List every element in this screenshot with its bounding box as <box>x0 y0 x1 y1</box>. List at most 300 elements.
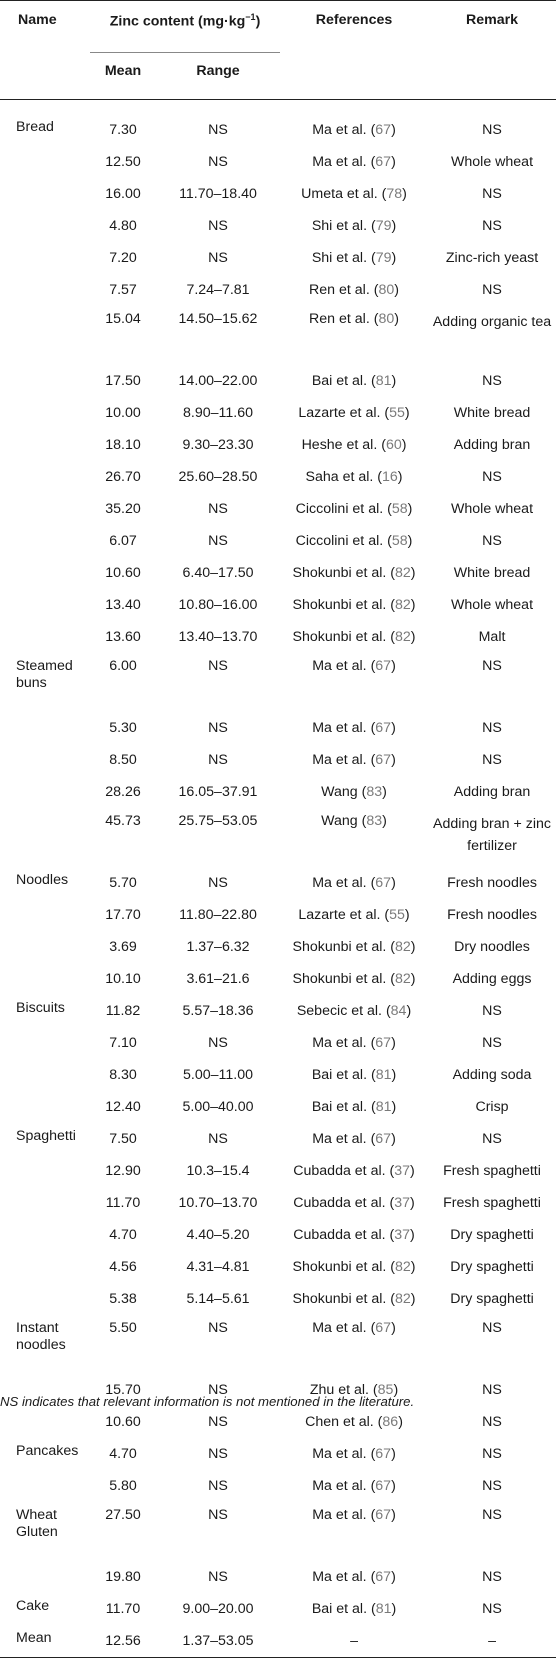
reference-author: Bai et al. ( <box>311 1098 376 1115</box>
table-footnote: NS indicates that relevant information is not mentioned in the literature. <box>0 1394 415 1409</box>
header-range: Range <box>156 53 280 100</box>
cell-reference: Ma et al. (67) <box>312 1568 396 1585</box>
cell-mean: 16.00 <box>105 185 141 202</box>
reference-number-link[interactable]: 58 <box>391 500 408 517</box>
reference-author: Shokunbi et al. ( <box>292 1290 396 1307</box>
cell-remark: NS <box>482 217 502 234</box>
cell-remark: Dry spaghetti <box>450 1258 534 1275</box>
cell-mean: 17.70 <box>105 906 141 923</box>
reference-author: Ma et al. ( <box>312 1320 376 1336</box>
table-row <box>0 1438 556 1470</box>
cell-name: Wheat Gluten <box>16 1507 58 1540</box>
cell-name <box>0 1406 90 1438</box>
reference-author: Cubadda et al. ( <box>293 1162 395 1179</box>
header-mean: Mean <box>90 53 156 100</box>
cell-remark: NS <box>482 1413 502 1430</box>
cell-name: Biscuits <box>16 1000 65 1016</box>
cell-reference: Heshe et al. (60) <box>301 436 407 453</box>
cell-range: NS <box>208 719 228 736</box>
cell-mean: 5.30 <box>109 719 137 736</box>
cell-name <box>0 776 90 808</box>
cell-range: NS <box>208 217 228 234</box>
table-row <box>0 712 556 744</box>
cell-reference: Ma et al. (67) <box>312 719 396 736</box>
cell-remark: NS <box>482 121 502 138</box>
cell-remark: NS <box>482 751 502 768</box>
cell-remark: Whole wheat <box>451 500 534 517</box>
table-row <box>0 525 556 557</box>
cell-remark: Dry noodles <box>454 938 530 955</box>
reference-author: Shi et al. ( <box>311 217 376 234</box>
cell-range: 10.3–15.4 <box>186 1162 250 1179</box>
cell-remark: Fresh spaghetti <box>443 1162 541 1179</box>
reference-number-link[interactable]: 80 <box>378 281 395 298</box>
cell-range: 9.00–20.00 <box>182 1600 254 1617</box>
cell-range: NS <box>208 1130 228 1147</box>
cell-range: NS <box>208 1507 228 1523</box>
reference-author: Ma et al. ( <box>312 1477 376 1494</box>
reference-number-link[interactable]: 83 <box>366 783 383 800</box>
cell-range: 4.40–5.20 <box>186 1226 250 1243</box>
cell-range: 5.00–11.00 <box>183 1066 253 1083</box>
table-row <box>0 1502 556 1561</box>
table-row <box>0 242 556 274</box>
reference-number-link[interactable]: 81 <box>375 372 392 389</box>
cell-mean: 8.30 <box>109 1066 137 1083</box>
cell-range: 11.70–18.40 <box>179 185 257 202</box>
cell-mean: 45.73 <box>105 813 141 829</box>
reference-number-link[interactable]: 85 <box>377 1381 394 1398</box>
table-row <box>0 1027 556 1059</box>
table-row <box>0 621 556 653</box>
reference-number-link[interactable]: 82 <box>395 1290 411 1307</box>
cell-range: NS <box>208 249 228 266</box>
cell-name <box>0 210 90 242</box>
cell-reference: Sebecic et al. (84) <box>296 1002 412 1019</box>
cell-mean: 6.00 <box>109 658 137 674</box>
cell-reference: Ma et al. (67) <box>312 1130 396 1147</box>
cell-reference: Ma et al. (67) <box>312 1477 396 1494</box>
cell-remark: Adding eggs <box>452 970 532 987</box>
cell-range: 25.75–53.05 <box>178 813 258 829</box>
reference-author: Shokunbi et al. ( <box>292 938 396 955</box>
cell-reference: Cubadda et al. (37) <box>293 1162 415 1179</box>
cell-name <box>0 1187 90 1219</box>
table-row <box>0 1091 556 1123</box>
cell-range: 14.00–22.00 <box>178 372 258 389</box>
cell-name <box>0 242 90 274</box>
reference-author: Ciccolini et al. ( <box>295 532 392 549</box>
cell-reference: Shi et al. (79) <box>311 249 397 266</box>
cell-remark: Crisp <box>475 1098 509 1115</box>
reference-number-link[interactable]: 80 <box>378 311 395 327</box>
reference-number-link[interactable]: 82 <box>395 970 411 987</box>
cell-name <box>0 1251 90 1283</box>
table-row <box>0 1123 556 1155</box>
reference-number-link[interactable]: 78 <box>386 185 403 202</box>
reference-author: Ma et al. ( <box>312 1130 376 1147</box>
cell-name <box>0 429 90 461</box>
cell-name <box>0 493 90 525</box>
cell-name <box>0 306 90 365</box>
cell-mean: 5.38 <box>109 1290 137 1307</box>
cell-range: NS <box>208 658 228 674</box>
cell-reference: Bai et al. (81) <box>311 372 397 389</box>
reference-number-link[interactable]: 67 <box>375 1034 392 1051</box>
cell-mean: 13.40 <box>105 596 141 613</box>
table-row <box>0 178 556 210</box>
cell-range: 1.37–6.32 <box>186 938 250 955</box>
cell-reference: Ma et al. (67) <box>312 1320 396 1336</box>
reference-author: Bai et al. ( <box>311 372 376 389</box>
cell-mean: 11.82 <box>105 1002 141 1019</box>
cell-mean: 19.80 <box>105 1568 141 1585</box>
table-row <box>0 557 556 589</box>
cell-reference: Bai et al. (81) <box>311 1098 397 1115</box>
table-row <box>0 867 556 899</box>
cell-reference: Ren et al. (80) <box>309 311 399 327</box>
reference-number-link[interactable]: 58 <box>391 532 408 549</box>
reference-author: Ren et al. ( <box>309 311 379 327</box>
cell-remark: NS <box>482 1507 502 1523</box>
cell-mean: 12.40 <box>105 1098 141 1115</box>
cell-name <box>0 1091 90 1123</box>
cell-range: NS <box>208 874 228 891</box>
cell-name <box>0 178 90 210</box>
cell-remark: Zinc-rich yeast <box>445 249 539 266</box>
reference-author: Ma et al. ( <box>312 719 376 736</box>
cell-range: NS <box>208 1445 228 1462</box>
reference-author: Sebecic et al. ( <box>296 1002 391 1019</box>
cell-range: NS <box>208 1568 228 1585</box>
cell-mean: 4.56 <box>109 1258 137 1275</box>
cell-mean: 7.30 <box>109 121 137 138</box>
cell-reference: Ma et al. (67) <box>312 1445 396 1462</box>
cell-mean: 35.20 <box>105 500 141 517</box>
cell-remark: Malt <box>478 628 506 645</box>
cell-mean: 10.00 <box>105 404 141 421</box>
cell-mean: 15.04 <box>105 311 141 327</box>
reference-author: Shokunbi et al. ( <box>292 628 396 645</box>
cell-name <box>0 899 90 931</box>
reference-number-link[interactable]: 79 <box>375 249 392 266</box>
reference-number-link[interactable]: 67 <box>375 1507 392 1523</box>
reference-number-link[interactable]: 67 <box>375 658 392 674</box>
cell-remark: NS <box>482 468 502 485</box>
reference-number-link[interactable]: 81 <box>375 1066 392 1083</box>
reference-author: Ma et al. ( <box>312 1507 376 1523</box>
reference-number-link[interactable]: 82 <box>395 596 411 613</box>
cell-range: 1.37–53.05 <box>156 1625 280 1658</box>
reference-number-link[interactable]: 37 <box>394 1162 411 1179</box>
cell-mean: 7.50 <box>109 1130 137 1147</box>
table-row <box>0 1187 556 1219</box>
cell-range: NS <box>208 751 228 768</box>
reference-number-link[interactable]: 16 <box>382 468 398 485</box>
cell-mean: 12.50 <box>105 153 141 170</box>
reference-number-link[interactable]: 67 <box>375 751 392 768</box>
cell-name <box>0 1027 90 1059</box>
header-references: References <box>280 1 428 53</box>
cell-remark: NS <box>482 1320 502 1336</box>
cell-reference: Cubadda et al. (37) <box>293 1194 415 1211</box>
cell-mean: 11.70 <box>105 1600 141 1617</box>
cell-remark: Adding organic tea <box>432 314 552 330</box>
cell-reference: Shokunbi et al. (82) <box>292 1290 416 1307</box>
reference-number-link[interactable]: 82 <box>395 938 411 955</box>
reference-number-link[interactable]: 67 <box>375 719 392 736</box>
cell-mean: 3.69 <box>109 938 137 955</box>
reference-number-link[interactable]: 55 <box>389 404 405 421</box>
cell-range: 10.70–13.70 <box>178 1194 258 1211</box>
cell-name <box>0 1155 90 1187</box>
cell-range: NS <box>208 121 228 138</box>
cell-remark: Whole wheat <box>451 596 534 613</box>
table-row <box>0 1593 556 1625</box>
cell-reference: Saha et al. (16) <box>305 468 403 485</box>
reference-number-link[interactable]: 82 <box>395 564 411 581</box>
cell-reference: Shokunbi et al. (82) <box>292 628 416 645</box>
cell-mean: 28.26 <box>105 783 141 800</box>
table-row <box>0 210 556 242</box>
reference-author: Bai et al. ( <box>311 1066 376 1083</box>
cell-mean: 5.80 <box>109 1477 137 1494</box>
cell-reference: Bai et al. (81) <box>311 1600 397 1617</box>
cell-mean: 7.57 <box>109 281 137 298</box>
cell-remark: Dry spaghetti <box>450 1226 534 1243</box>
cell-remark: NS <box>482 658 502 674</box>
cell-range: NS <box>208 153 228 170</box>
reference-author: Lazarte et al. ( <box>298 906 390 923</box>
table-row <box>0 744 556 776</box>
reference-number-link[interactable]: 67 <box>375 1568 392 1585</box>
table-row <box>0 1283 556 1315</box>
reference-author: Ma et al. ( <box>312 153 376 170</box>
cell-mean: 12.56 <box>90 1625 156 1658</box>
table-row <box>0 1155 556 1187</box>
cell-reference: Shokunbi et al. (82) <box>292 970 416 987</box>
cell-name: Mean <box>0 1625 90 1658</box>
reference-author: Cubadda et al. ( <box>293 1194 395 1211</box>
reference-author: Ma et al. ( <box>312 1034 376 1051</box>
header-remark: Remark <box>428 1 556 53</box>
cell-name: Cake <box>16 1598 50 1614</box>
cell-name: Spaghetti <box>16 1128 76 1144</box>
cell-remark: Adding bran + zinc fertilizer <box>433 816 551 854</box>
cell-mean: 5.50 <box>109 1320 137 1336</box>
cell-range: 5.14–5.61 <box>186 1290 250 1307</box>
cell-name: Instant noodles <box>16 1320 66 1353</box>
table-row <box>0 808 556 867</box>
cell-name <box>0 365 90 397</box>
cell-name <box>0 274 90 306</box>
reference-author: Shokunbi et al. ( <box>292 970 396 987</box>
reference-number-link[interactable]: 37 <box>394 1194 411 1211</box>
cell-name <box>0 1283 90 1315</box>
cell-reference: Ma et al. (67) <box>312 751 396 768</box>
cell-range: NS <box>208 1381 228 1398</box>
cell-reference: Shokunbi et al. (82) <box>292 564 416 581</box>
table-row <box>0 306 556 365</box>
cell-name <box>0 1470 90 1502</box>
table-row <box>0 1251 556 1283</box>
cell-name <box>0 1561 90 1593</box>
cell-name <box>0 931 90 963</box>
reference-number-link[interactable]: 86 <box>382 1413 399 1430</box>
cell-mean: 10.60 <box>105 564 141 581</box>
reference-number-link[interactable]: 81 <box>375 1098 392 1115</box>
header-name: Name <box>0 1 90 53</box>
cell-mean: 10.10 <box>105 970 141 987</box>
cell-remark: White bread <box>453 404 531 421</box>
reference-number-link[interactable]: 67 <box>375 153 392 170</box>
table-row <box>0 931 556 963</box>
cell-range: 16.05–37.91 <box>178 783 258 800</box>
cell-remark: NS <box>482 1600 502 1617</box>
table-row <box>0 1561 556 1593</box>
reference-number-link[interactable]: 83 <box>366 813 383 829</box>
reference-number-link[interactable]: 82 <box>395 628 411 645</box>
cell-reference: Umeta et al. (78) <box>301 185 407 202</box>
cell-remark: NS <box>482 1002 502 1019</box>
cell-remark: NS <box>482 281 502 298</box>
cell-name <box>0 621 90 653</box>
cell-mean: 12.90 <box>105 1162 141 1179</box>
cell-remark: NS <box>482 372 502 389</box>
cell-name: Noodles <box>16 872 69 888</box>
cell-remark: Adding bran <box>453 783 531 800</box>
cell-mean: 10.60 <box>105 1413 141 1430</box>
cell-name: Pancakes <box>16 1443 79 1459</box>
cell-range: 11.80–22.80 <box>179 906 257 923</box>
cell-mean: 8.50 <box>109 751 137 768</box>
table-row <box>0 397 556 429</box>
reference-author: Umeta et al. ( <box>301 185 387 202</box>
reference-number-link[interactable]: 81 <box>375 1600 392 1617</box>
cell-remark: NS <box>482 1381 502 1398</box>
reference-author: – <box>350 1632 358 1649</box>
reference-number-link[interactable]: 67 <box>375 1130 392 1147</box>
cell-range: 13.40–13.70 <box>178 628 258 645</box>
reference-author: Wang ( <box>321 783 367 800</box>
table-row <box>0 653 556 712</box>
table-row <box>0 114 556 146</box>
reference-author: Ma et al. ( <box>312 1445 376 1462</box>
cell-range: 5.00–40.00 <box>182 1098 254 1115</box>
cell-mean: 26.70 <box>105 468 141 485</box>
cell-reference: Cubadda et al. (37) <box>293 1226 415 1243</box>
reference-number-link[interactable]: 67 <box>375 121 392 138</box>
cell-reference: Lazarte et al. (55) <box>298 906 410 923</box>
cell-range: 8.90–11.60 <box>183 404 253 421</box>
reference-author: Ma et al. ( <box>312 658 376 674</box>
cell-range: 3.61–21.6 <box>186 970 250 987</box>
cell-mean: 7.20 <box>109 249 137 266</box>
reference-author: Saha et al. ( <box>305 468 383 485</box>
cell-range: NS <box>208 1034 228 1051</box>
table-row <box>0 589 556 621</box>
cell-reference: Shi et al. (79) <box>311 217 397 234</box>
table-row <box>0 274 556 306</box>
table-row <box>0 1219 556 1251</box>
reference-author: Ma et al. ( <box>312 121 376 138</box>
reference-number-link[interactable]: 55 <box>389 906 405 923</box>
cell-mean: 15.70 <box>105 1381 141 1398</box>
cell-reference: Wang (83) <box>321 813 387 829</box>
reference-author: Wang ( <box>321 813 367 829</box>
table-row <box>0 429 556 461</box>
cell-mean: 4.70 <box>109 1445 137 1462</box>
reference-author: Ciccolini et al. ( <box>295 500 392 517</box>
cell-remark: Adding soda <box>452 1066 532 1083</box>
cell-reference: Chen et al. (86) <box>305 1413 403 1430</box>
cell-mean: 6.07 <box>109 532 137 549</box>
table-row <box>0 1625 556 1658</box>
table-row <box>0 461 556 493</box>
reference-number-link[interactable]: 84 <box>390 1002 407 1019</box>
reference-number-link[interactable]: 67 <box>375 1477 392 1494</box>
cell-range: 4.31–4.81 <box>186 1258 250 1275</box>
cell-remark: White bread <box>453 564 531 581</box>
reference-author: Ren et al. ( <box>309 281 379 298</box>
cell-mean: 17.50 <box>105 372 141 389</box>
reference-number-link[interactable]: 37 <box>394 1226 411 1243</box>
reference-author: Shokunbi et al. ( <box>292 564 396 581</box>
reference-author: Shi et al. ( <box>311 249 376 266</box>
cell-mean: 18.10 <box>105 436 141 453</box>
reference-author: Shokunbi et al. ( <box>292 1258 396 1275</box>
cell-name <box>0 525 90 557</box>
cell-remark: Fresh noodles <box>447 874 537 891</box>
cell-reference: Ma et al. (67) <box>312 658 396 674</box>
cell-range: 9.30–23.30 <box>182 436 254 453</box>
cell-mean: 4.80 <box>109 217 137 234</box>
table-row <box>0 899 556 931</box>
cell-name <box>0 461 90 493</box>
reference-number-link[interactable]: 67 <box>375 1445 392 1462</box>
cell-range: 14.50–15.62 <box>178 311 258 327</box>
cell-remark: NS <box>482 1034 502 1051</box>
cell-range: NS <box>208 1413 228 1430</box>
cell-reference: Zhu et al. (85) <box>309 1381 399 1398</box>
cell-mean: 11.70 <box>105 1194 141 1211</box>
cell-name <box>0 557 90 589</box>
reference-author: Heshe et al. ( <box>301 436 386 453</box>
cell-name <box>0 589 90 621</box>
cell-reference: Ma et al. (67) <box>312 874 396 891</box>
cell-remark: Adding bran <box>453 436 531 453</box>
reference-author: Lazarte et al. ( <box>298 404 390 421</box>
reference-number-link[interactable]: 67 <box>375 874 392 891</box>
reference-number-link[interactable]: 82 <box>395 1258 411 1275</box>
cell-mean: 4.70 <box>109 1226 137 1243</box>
cell-reference: Shokunbi et al. (82) <box>292 1258 416 1275</box>
reference-number-link[interactable]: 60 <box>385 436 402 453</box>
table-row <box>0 995 556 1027</box>
cell-reference: Ciccolini et al. (58) <box>295 500 413 517</box>
cell-name <box>0 963 90 995</box>
reference-number-link[interactable]: 79 <box>375 217 392 234</box>
cell-range: NS <box>208 1320 228 1336</box>
cell-remark: – <box>428 1625 556 1658</box>
reference-number-link[interactable]: 67 <box>375 1320 392 1336</box>
cell-remark: Dry spaghetti <box>450 1290 534 1307</box>
table-row <box>0 493 556 525</box>
cell-remark: NS <box>482 719 502 736</box>
cell-range: 10.80–16.00 <box>178 596 258 613</box>
reference-author: Zhu et al. ( <box>309 1381 378 1398</box>
cell-range: NS <box>208 500 228 517</box>
